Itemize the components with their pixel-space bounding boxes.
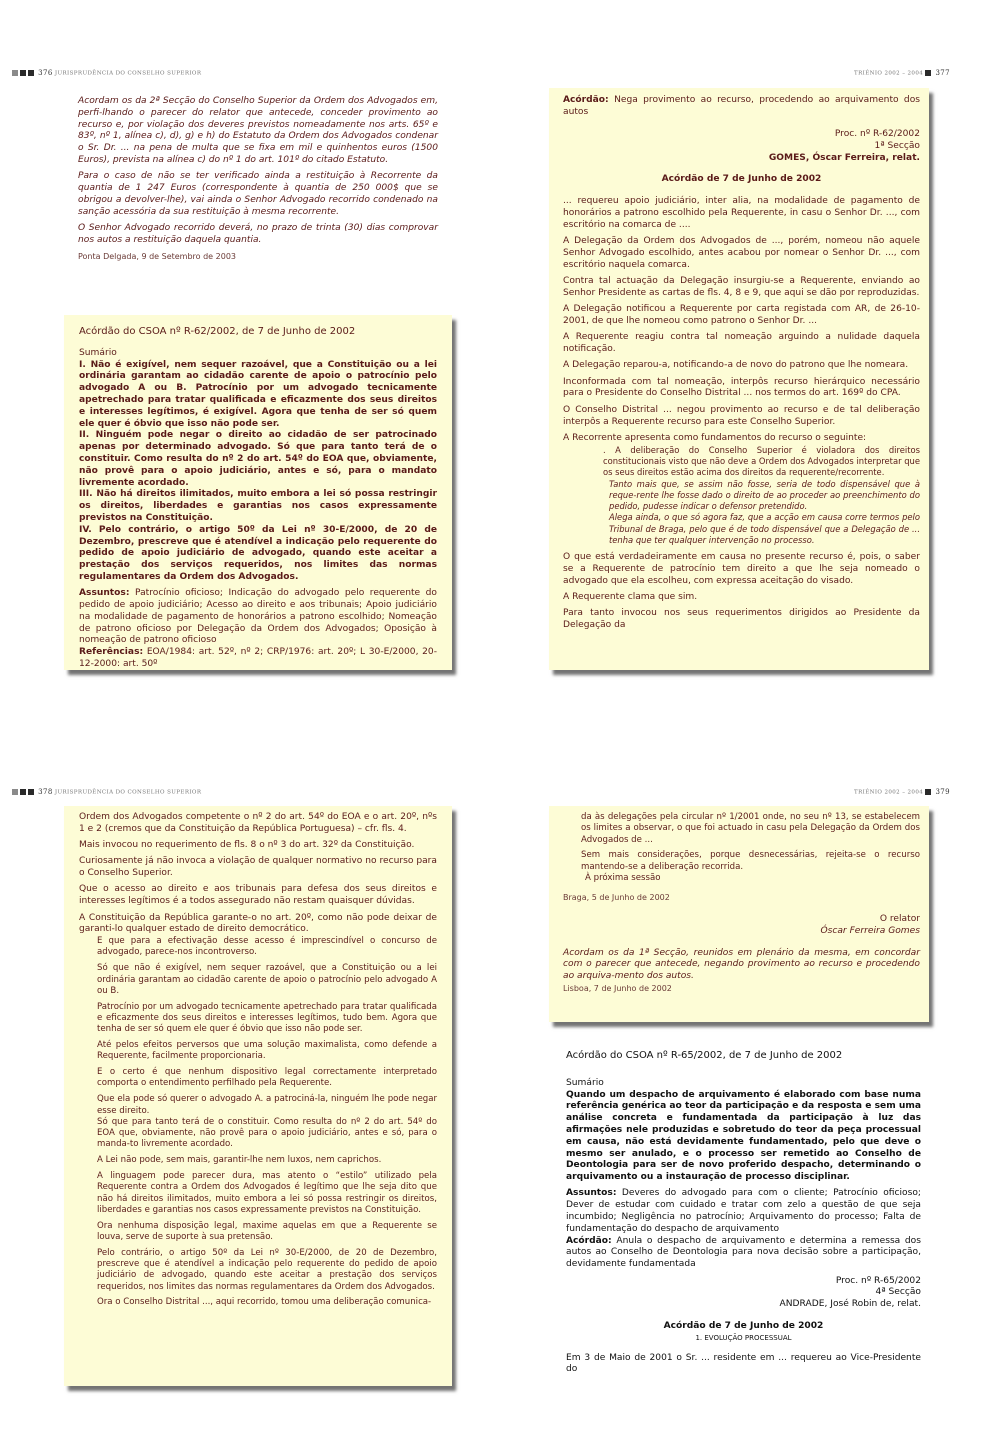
acordao-label: Acórdão: bbox=[563, 95, 609, 105]
indented-block bbox=[79, 936, 437, 1309]
page-number: 378 bbox=[38, 788, 53, 796]
quote: . A deliberação do Conselho Superior é violadora dos direitos constitucionais visto que não deve a Ordem dos Advogados interpretar que os seus direitos estão acima dos direitos da requerente/recorrente. bbox=[603, 444, 920, 478]
acordam-paragraph: Acordam os da 1ª Secção, reunidos em plenário da mesma, em concordar com o parecer que antecede, negando provimento ao recurso e procedendo ao arquiva-mento dos autos. bbox=[563, 947, 920, 982]
assuntos-label: Assuntos: bbox=[79, 588, 130, 599]
seccao: 1ª Secção bbox=[874, 140, 920, 151]
paragraph: A Requerente clama que sim. bbox=[563, 592, 698, 603]
running-title: TRIÉNIO 2002 – 2004 bbox=[854, 70, 924, 77]
header-marker-icon bbox=[925, 789, 931, 795]
paragraph: E o certo é que nenhum dispositivo legal correctamente interpretado comporta o entendimento perfilhado pela Requerente. bbox=[97, 1067, 437, 1089]
paragraph: A Delegação notificou a Requerente por carta registada com AR, de 26-10-2001, de que lhe nomeou como patrono o Senhor Dr. ... bbox=[563, 304, 920, 326]
paragraph: Ordem dos Advogados competente o nº 2 do art. 54º do EOA e o art. 20º, nºs 1 e 2 (cremos que da Constituição da República Portuguesa) – cfr. fls. 4. bbox=[79, 812, 437, 834]
paragraph: Ora nenhuma disposição legal, maxime aquelas em que a Requerente se louva, serve de suporte à sua pretensão. bbox=[97, 1220, 437, 1242]
paragraph: Até pelos efeitos perversos que uma solução maximalista, como defende a Requerente, facilmente proporcionaria. bbox=[97, 1040, 437, 1062]
acordao-line bbox=[563, 95, 920, 119]
page-header-377 bbox=[854, 69, 950, 77]
sumario-item: I. Não é exigível, nem sequer razoável, que a Constituição ou a lei ordinária garantam ao cidadão carente de apoio o patrocínio pelo advogado A ou B. Patrocínio por um advogado tecnicamente apetrechado para tratar qualificada e eficazmente dos seus direitos e interesses legítimos, é exigível. Agora que tenha de ser só quem ele quer é óbvio que isso não pode ser. bbox=[79, 359, 437, 429]
assuntos bbox=[566, 1188, 921, 1235]
acordao-text: Anula o despacho de arquivamento e determina a remessa dos autos ao Conselho de Deontologia para nova decisão sobre a participação, devidamente fundamentada bbox=[566, 1235, 921, 1270]
paragraph: Em 3 de Maio de 2001 o Sr. ... residente em ... requereu ao Vice-Presidente do bbox=[566, 1352, 921, 1375]
quote: Alega ainda, o que só agora faz, que a acção em causa corre termos pelo Tribunal de Braga, pelo que é de todo dispensável que a Delegação de ... tenha que ter qualquer intervenção no processo. bbox=[609, 512, 920, 545]
assuntos-text: Deveres do advogado para com o cliente; Patrocínio oficioso; Dever de estudar com cuidado e tratar com zelo a questão de que seja incumbido; Negligência no patrocínio; Arquivamento do processo; Falta de fundamentação do despacho de arquivamento bbox=[566, 1188, 921, 1234]
page-number: 377 bbox=[935, 69, 950, 77]
paragraph: A Constituição da República garante-o no art. 20º, como não pode deixar de garanti-lo qualquer estado de direito democrático. bbox=[79, 912, 437, 935]
relator-label: O relator bbox=[879, 914, 920, 925]
paragraph: Que o acesso ao direito e aos tribunais para defesa dos seus direitos e interesses legítimos é a todos assegurado não restam quaisquer dúvidas. bbox=[79, 884, 437, 907]
paragraph: Pelo contrário, o artigo 50º da Lei nº 30-E/2000, de 20 de Dezembro, prescreve que é atendível a indicação pelo requerente do pedido de apoio judiciário de advogado, quando este aceitar a prestação dos serviços requeridos, nos limites das normas regulamentares da Ordem dos Advogados. bbox=[97, 1247, 437, 1292]
paragraph: Sem mais considerações, porque desnecessárias, rejeita-se o recurso mantendo-se a deliberação recorrida. bbox=[581, 850, 920, 872]
running-title: JURISPRUDÊNCIA DO CONSELHO SUPERIOR bbox=[54, 789, 202, 796]
paragraph: Mais invocou no requerimento de fls. 8 o nº 3 do art. 32º da Constituição. bbox=[79, 840, 415, 851]
paragraph: Para tanto invocou nos seus requerimentos dirigidos ao Presidente da Delegação da bbox=[563, 608, 920, 631]
paragraph: Curiosamente já não invoca a violação de qualquer normativo no recurso para o Conselho Superior. bbox=[79, 856, 437, 879]
page-number: 379 bbox=[935, 788, 950, 796]
page-header-379 bbox=[854, 788, 950, 796]
paragraph: O que está verdadeiramente em causa no presente recurso é, pois, o saber se a Requerente de patrocínio tem direito a que lhe seja nomeado o advogado que ela escolheu, com expressa aceitação do visado. bbox=[563, 552, 920, 586]
running-title: TRIÉNIO 2002 – 2004 bbox=[854, 789, 924, 796]
subheading: 1. EVOLUÇÃO PROCESSUAL bbox=[695, 1333, 792, 1342]
running-title: JURISPRUDÊNCIA DO CONSELHO SUPERIOR bbox=[54, 70, 202, 77]
quoted-grounds bbox=[563, 445, 920, 547]
paragraph: A Requerente reagiu contra tal nomeação arguindo a nulidade daquela notificação. bbox=[563, 332, 920, 355]
paragraph: da às delegações pela circular nº 1/2001 onde, no seu nº 13, se estabelecem os limites a observar, o que foi actuado in casu pela Delegação da Ordem dos Advogados de ... bbox=[581, 812, 920, 845]
indented-block bbox=[563, 812, 920, 884]
paragraph: E que para a efectivação desse acesso é imprescindível o concurso de advogado, parece-nos incontroverso. bbox=[97, 936, 437, 958]
paragraph: A linguagem pode parecer dura, mas atento o “estilo” utilizado pela Requerente contra a Ordem dos Advogados é legítimo que lhe seja dito que não há direitos ilimitados, muito embora a lei só possa restringir os direitos, liberdades e garantias nos casos expressamente previstos na Constituição. bbox=[97, 1171, 437, 1215]
decision-title: Acórdão do CSOA nº R-62/2002, de 7 de Junho de 2002 bbox=[79, 326, 356, 337]
paragraph: O Conselho Distrital ... negou provimento ao recurso e de tal deliberação interpôs a Requerente recurso para este Conselho Superior. bbox=[563, 404, 920, 427]
page-377-body bbox=[563, 95, 920, 637]
paragraph: Patrocínio por um advogado tecnicamente apetrechado para tratar qualificada e eficazmente dos seus direitos e interesses legítimos, tudo bem. Agora que tenha de ser só quem ele quer é óbvio que isso não pode ser. bbox=[97, 1001, 437, 1035]
page-header-378 bbox=[12, 788, 201, 796]
relator: ANDRADE, José Robin de, relat. bbox=[779, 1299, 921, 1310]
page-378-body bbox=[79, 812, 437, 1313]
heading: Acórdão de 7 de Junho de 2002 bbox=[663, 1320, 824, 1331]
sumario-text: Quando um despacho de arquivamento é elaborado com base numa referência genérica ao teor da participação e da resposta e sem uma análise concreta e fundamentada da participação à luz das afirmações nele produzidas e sobretudo do teor da peça processual em causa, não está devidamente fundamentado, pelo que deve o mesmo ser anulado, e o processo ser remetido ao Conselho de Deontologia para ser de novo proferido despacho, determinando o arquivamento ou a instauração de processo disciplinar. bbox=[566, 1089, 921, 1183]
paragraph: Acordam os da 2ª Secção do Conselho Superior da Ordem dos Advogados em, perfi-lhando o parecer do relator que antecede, conceder provimento ao recurso e, por violação dos deveres previstos nomeadamente nos arts. 65º e 83º, nº 1, alínea c), d), g) e h) do Estatuto da Ordem dos Advogados condenar o Sr. Dr. ... na pena de multa que se fixa em mil e quinhentos euros (1500 Euros), prevista na alínea c) do nº 1 do art. 101º do citado Estatuto. bbox=[78, 96, 438, 165]
paragraph: Só que para tanto terá de o constituir. Como resulta do nº 2 do art. 54º do EOA que, obviamente, não provê para o apoio judiciário, antes e só, para o manda-to livremente acordado. bbox=[97, 1116, 437, 1150]
page-header-376 bbox=[12, 69, 201, 77]
paragraph: A Delegação da Ordem dos Advogados de ..., porém, nomeou não aquele Senhor Advogado escolhido, antes acabou por nomear o Senhor Dr. ..., com escritório naquela comarca. bbox=[563, 236, 920, 270]
header-marker-icon bbox=[20, 70, 26, 76]
paragraph: Inconformada com tal nomeação, interpôs recurso hierárquico necessário para o Presidente do Conselho Distrital ... nos termos do art. 169º do CPA. bbox=[563, 376, 920, 399]
assuntos-label: Assuntos: bbox=[566, 1188, 617, 1199]
assuntos-text: Patrocínio oficioso; Indicação do advogado pelo requerente do pedido de apoio judiciário; Acesso ao direito e aos tribunais; Apoio judiciário na modalidade de pagamento de honorários a patrono escolhido; Nomeação de patrono oficioso por Delegação da Ordem dos Advogados; Oposição à nomeação de patrono oficioso bbox=[79, 588, 437, 646]
page-379-box-body bbox=[563, 812, 920, 999]
page-376-top bbox=[78, 96, 438, 267]
header-marker-icon bbox=[12, 789, 18, 795]
sumario-item: II. Ninguém pode negar o direito ao cidadão de ser patrocinado apenas por determinado advogado. Só que para tanto terá de o constituir. Como resulta do nº 2 do art. 54º do EOA que, obviamente, não provê para o apoio judiciário, antes e só, para o mandato livremente acordado. bbox=[79, 430, 437, 488]
summary-r62 bbox=[79, 326, 437, 675]
summary-r65 bbox=[566, 1050, 921, 1381]
proc-number: Proc. nº R-62/2002 bbox=[834, 129, 920, 140]
header-marker-icon bbox=[20, 789, 26, 795]
sumario-item: III. Não há direitos ilimitados, muito embora a lei só possa restringir os direitos, liberdades e garantias nos casos expressamente previstos na Constituição. bbox=[79, 489, 437, 523]
assuntos bbox=[79, 588, 437, 647]
proxima-sessao: À próxima sessão bbox=[585, 872, 661, 883]
acordao-label: Acórdão: bbox=[566, 1235, 612, 1246]
place-date: Braga, 5 de Junho de 2002 bbox=[563, 893, 670, 903]
relator-name: Óscar Ferreira Gomes bbox=[820, 925, 920, 936]
place-date: Ponta Delgada, 9 de Setembro de 2003 bbox=[78, 252, 236, 262]
paragraph: ... requereu apoio judiciário, inter alia, na modalidade de pagamento de honorários a patrono escolhido pela Requerente, in casu o Senhor Dr. ..., com escritório na comarca de .... bbox=[563, 196, 920, 230]
proc-number: Proc. nº R-65/2002 bbox=[835, 1275, 921, 1286]
sumario-label: Sumário bbox=[566, 1077, 604, 1088]
paragraph: A Recorrente apresenta como fundamentos do recurso o seguinte: bbox=[563, 432, 867, 443]
referencias bbox=[79, 647, 437, 671]
header-marker-icon bbox=[12, 70, 18, 76]
header-marker-icon bbox=[925, 70, 931, 76]
paragraph: Ora o Conselho Distrital ..., aqui recorrido, tomou uma deliberação comunica- bbox=[97, 1297, 432, 1308]
decision-title: Acórdão do CSOA nº R-65/2002, de 7 de Junho de 2002 bbox=[566, 1050, 843, 1061]
header-marker-icon bbox=[28, 789, 34, 795]
relator: GOMES, Óscar Ferreira, relat. bbox=[768, 152, 920, 163]
paragraph: Só que não é exigível, nem sequer razoável, que a Constituição ou a lei ordinária garantam ao cidadão carente de apoio o patrocínio pelo advogado A ou B. bbox=[97, 963, 437, 996]
paragraph: Que ela pode só querer o advogado A. a patrociná-la, ninguém lhe pode negar esse direito. bbox=[97, 1094, 437, 1116]
acordao-line bbox=[566, 1236, 921, 1271]
place-date: Lisboa, 7 de Junho de 2002 bbox=[563, 984, 672, 994]
page-number: 376 bbox=[38, 69, 53, 77]
heading: Acórdão de 7 de Junho de 2002 bbox=[661, 174, 822, 185]
sumario-item: IV. Pelo contrário, o artigo 50º da Lei nº 30-E/2000, de 20 de Dezembro, prescreve que é atendível a indicação pelo requerente do pedido de apoio judiciário de advogado, quando este aceitar a prestação dos serviços requeridos, nos limites das normas regulamentares da Ordem dos Advogados. bbox=[79, 524, 437, 582]
referencias-label: Referências: bbox=[79, 647, 144, 658]
seccao: 4ª Secção bbox=[875, 1287, 921, 1298]
header-marker-icon bbox=[28, 70, 34, 76]
sumario-label: Sumário bbox=[79, 347, 117, 358]
paragraph: Contra tal actuação da Delegação insurgiu-se a Requerente, enviando ao Senhor Presidente as cartas de fls. 4, 8 e 9, que aqui se dão por reproduzidas. bbox=[563, 276, 920, 298]
referencias-text: EOA/1984: art. 52º, nº 2; CRP/1976: art. 20º; L 30-E/2000, 20-12-2000: art. 50º bbox=[79, 647, 437, 670]
acordao-text: Nega provimento ao recurso, procedendo ao arquivamento dos autos bbox=[563, 95, 920, 117]
paragraph: A Delegação reparou-a, notificando-a de novo do patrono que lhe nomeara. bbox=[563, 360, 909, 371]
paragraph: A Lei não pode, sem mais, garantir-lhe nem luxos, nem caprichos. bbox=[97, 1155, 382, 1166]
paragraph: O Senhor Advogado recorrido deverá, no prazo de trinta (30) dias comprovar nos autos a restituição daquela quantia. bbox=[78, 222, 438, 245]
paragraph: Para o caso de não se ter verificado ainda a restituição à Recorrente da quantia de 1 247 Euros (correspondente à quantia de 250 000$ que se obrigou a devolver-lhe), vai ainda o Senhor Advogado recorrido condenado na sanção acessória da sua restituição à mesma recorrente. bbox=[78, 171, 438, 217]
quote: Tanto mais que, se assim não fosse, seria de todo dispensável que à reque-rente lhe fosse dado o direito de ao proceder ao preenchimento do pedido, pudesse indicar o defensor pretendido. bbox=[609, 478, 920, 512]
